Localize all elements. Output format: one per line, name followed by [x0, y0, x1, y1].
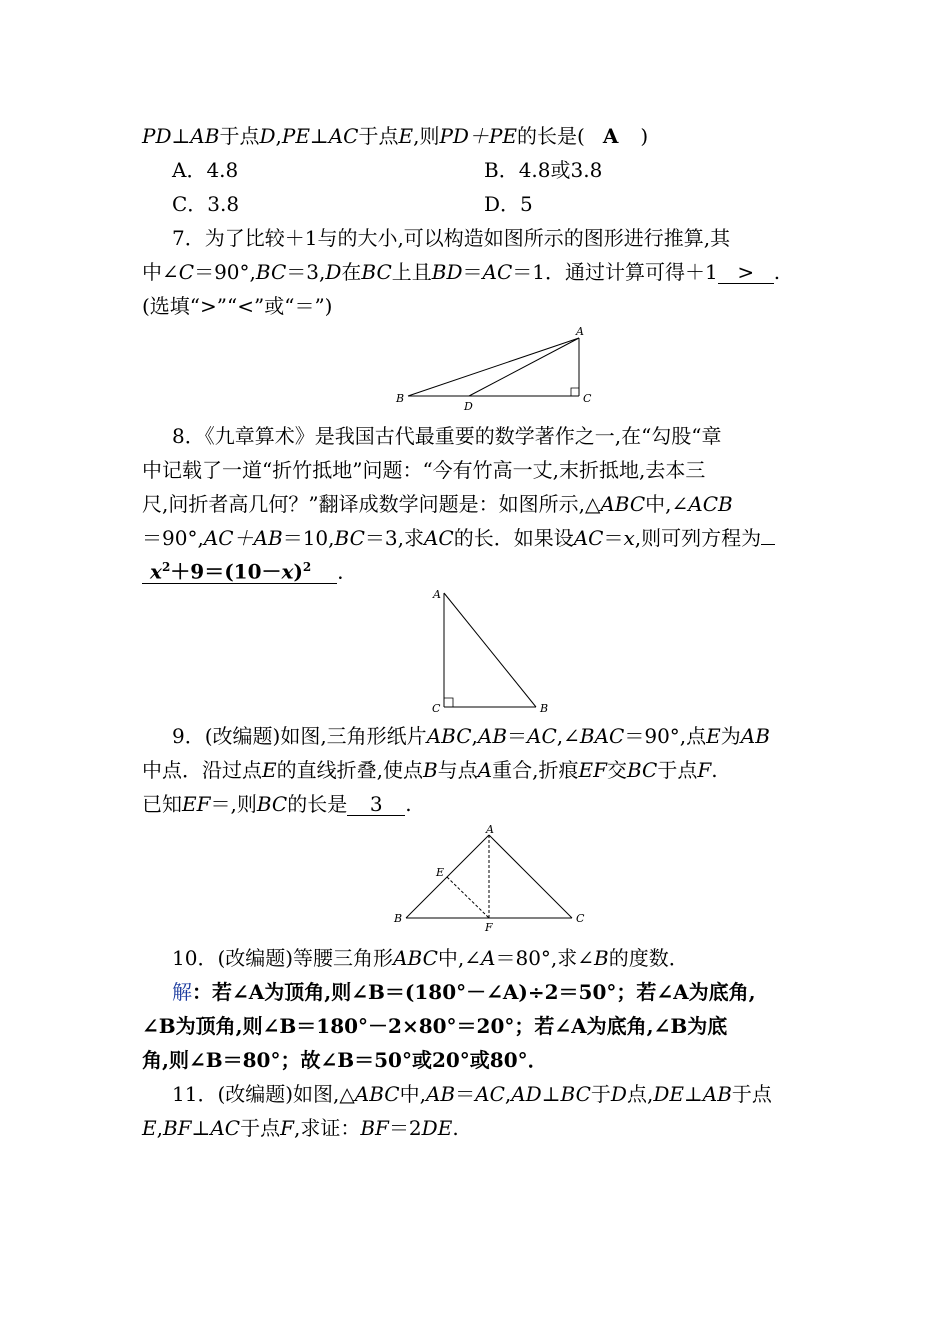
q8-text: ． — [337, 559, 358, 584]
q10-solution-line1 — [172, 978, 756, 1006]
q8-text: 中,∠ — [645, 492, 689, 516]
q7-text: ＝3, — [286, 260, 326, 284]
q8-text: ＝10, — [282, 526, 335, 550]
q8-text: AC＋AB — [203, 526, 283, 550]
q8-text: AC — [423, 526, 454, 550]
q8-text: 尺,问折者高几何？”翻译成数学问题是：如图所示,△ — [142, 492, 601, 516]
q6-text: ) — [640, 124, 649, 148]
q8-text: ABC — [600, 492, 646, 516]
point-label-c: C — [576, 912, 585, 925]
q6-text: PD＋PE — [439, 124, 518, 148]
q9-text: 中点．沿过点 — [142, 758, 262, 782]
q11-text: AC — [475, 1082, 505, 1106]
q7-text: D — [325, 260, 342, 284]
q11-text: ABC — [354, 1082, 400, 1106]
q9-text: AB — [740, 724, 770, 748]
q9-text: ,∠ — [556, 724, 580, 748]
q8-text: 的长．如果设 — [453, 526, 574, 550]
point-label-c: C — [583, 392, 592, 405]
q6-text: ,则 — [413, 124, 440, 148]
q11-text: . — [452, 1116, 459, 1140]
q8-answer-part: 2 — [302, 560, 312, 574]
q7-text: BD — [431, 260, 463, 284]
point-label-e: E — [436, 866, 445, 879]
q7-text: . — [773, 260, 781, 284]
point-label-a: A — [576, 325, 584, 338]
q8-line4 — [142, 524, 775, 552]
point-label-c: C — [432, 702, 441, 715]
segment-ab — [444, 593, 536, 707]
q11-text: , — [504, 1082, 512, 1106]
q8-text: x — [623, 526, 635, 550]
q10-text: 中,∠ — [437, 946, 482, 970]
q6-text: 的长是( — [517, 124, 585, 148]
q9-text: AB — [477, 724, 508, 748]
q9-text: ＝,则 — [210, 792, 257, 816]
point-label-b: B — [540, 702, 549, 715]
q7-text: ＝1．通过计算可得＋1 — [512, 260, 718, 284]
q10-solution-line2: ∠B为顶角,则∠B＝180°－2×80°＝20°；若∠A为底角,∠B为底 — [142, 1014, 728, 1038]
q8-text: ＝ — [603, 526, 624, 550]
q10-solution-text: ：若∠A为顶角,则∠B＝(180°－∠A)÷2＝50°；若∠A为底角, — [192, 980, 756, 1004]
q11-text: DE⊥AB — [653, 1082, 732, 1106]
q7-line2 — [142, 258, 780, 286]
q6-text: PE⊥AC — [281, 124, 359, 148]
q10-text: B — [594, 946, 609, 970]
q11-text: DE — [421, 1116, 453, 1140]
q9-text: 9．(改编题)如图,三角形纸片 — [172, 724, 427, 748]
q9-text: 重合,折痕 — [492, 758, 579, 782]
q9-text: ＝ — [507, 724, 528, 748]
q7-text: BC — [255, 260, 287, 284]
q9-line3 — [142, 790, 412, 818]
q7-text: AC — [482, 260, 513, 284]
right-angle-mark — [571, 388, 579, 396]
q9-text: 已知 — [142, 792, 182, 816]
q9-text: ABC — [426, 724, 472, 748]
q10-text: 的度数． — [608, 946, 689, 970]
q11-line2 — [142, 1114, 459, 1142]
q6-text: 于点 — [219, 124, 260, 148]
q8-answer-part: 2 — [161, 560, 171, 574]
q11-text: , — [156, 1116, 163, 1140]
point-label-a: A — [486, 823, 494, 836]
q8-answer-part: ) — [293, 559, 303, 584]
q11-text: E — [142, 1116, 157, 1140]
q8-answer-part: x — [281, 559, 294, 584]
q9-text: 的长是 — [287, 792, 348, 816]
point-label-a: A — [433, 588, 441, 601]
q9-text: 于点 — [657, 758, 698, 782]
q10-text: ＝80°,求∠ — [495, 946, 595, 970]
q11-text: AB — [425, 1082, 456, 1106]
q9-text: BAC — [579, 724, 625, 748]
q6-option-d: D．5 — [484, 192, 533, 216]
q7-text: 在 — [341, 260, 362, 284]
q7-text: 中∠ — [142, 260, 179, 284]
q11-text: F — [280, 1116, 294, 1140]
q9-text: ＝90°,点 — [624, 724, 707, 748]
q6-text: PD⊥AB — [142, 124, 220, 148]
q11-text: 于 — [590, 1082, 611, 1106]
q10-text: ABC — [393, 946, 438, 970]
point-label-f: F — [485, 921, 493, 934]
q8-line2: 中记载了一道“折竹抵地”问题：“今有竹高一丈,末折抵地,去本三 — [142, 458, 706, 482]
point-label-d: D — [464, 400, 473, 413]
q11-text: AD⊥BC — [511, 1082, 591, 1106]
q9-text: , — [471, 724, 478, 748]
point-label-b: B — [394, 912, 403, 925]
q10-solution-label: 解 — [172, 980, 192, 1004]
q8-line5 — [142, 556, 357, 586]
right-angle-mark — [444, 698, 453, 707]
q11-text: 点, — [626, 1082, 654, 1106]
q11-text: 中, — [399, 1082, 426, 1106]
segment-ef-dashed — [447, 877, 489, 918]
q6-answer: A — [602, 124, 619, 148]
point-label-b: B — [396, 392, 405, 405]
q8-answer-part: x — [150, 559, 162, 584]
q8-text: BC — [334, 526, 365, 550]
segment-ab — [408, 338, 579, 396]
q11-text: ＝2 — [388, 1116, 422, 1140]
q9-text: 为 — [720, 724, 741, 748]
q10-text: 10．(改编题)等腰三角形 — [172, 946, 394, 970]
q7-text: 上且 — [391, 260, 432, 284]
q8-answer-part: ＋9＝(10－ — [170, 559, 282, 584]
q6-stem — [142, 122, 648, 150]
q9-text: AC — [527, 724, 557, 748]
q9-text: B — [422, 758, 438, 782]
q8-figure — [428, 585, 568, 715]
q9-line2 — [142, 756, 718, 784]
q9-text: 与点 — [437, 758, 478, 782]
q7-figure — [390, 320, 610, 420]
q8-answer-blank — [142, 556, 337, 584]
q6-text: , — [275, 124, 282, 148]
q9-text: E — [706, 724, 721, 748]
q6-text: 于点 — [358, 124, 399, 148]
q11-text: 于点 — [731, 1082, 772, 1106]
q9-text: F — [697, 758, 712, 782]
q11-text: BF — [360, 1116, 389, 1140]
q9-text: BC — [256, 792, 288, 816]
q6-option-b: B．4.8或3.8 — [484, 158, 603, 182]
q10-text: A — [481, 946, 496, 970]
q7-text: C — [178, 260, 195, 284]
q9-line1 — [172, 722, 770, 750]
q8-blank-start — [761, 544, 775, 545]
q8-text: ＝3,求 — [364, 526, 424, 550]
q9-text: . — [711, 758, 718, 782]
q10-line1 — [172, 944, 689, 972]
q9-text: BC — [626, 758, 658, 782]
q6-text: E — [398, 124, 414, 148]
q9-text: A — [477, 758, 493, 782]
q6-option-c: C．3.8 — [172, 192, 240, 216]
q9-answer-blank: 3 — [347, 793, 405, 816]
q8-line1: 8．《九章算术》是我国古代最重要的数学著作之一,在“勾股“章 — [172, 424, 722, 448]
q7-text: ＝90°, — [194, 260, 256, 284]
q10-solution-line3: 角,则∠B＝80°；故∠B＝50°或20°或80°． — [142, 1048, 548, 1072]
q9-text: E — [262, 758, 277, 782]
q8-text: ACB — [688, 492, 733, 516]
q11-text: ,求证： — [294, 1116, 361, 1140]
segment-ad — [469, 338, 579, 396]
q7-text: ＝ — [462, 260, 483, 284]
q6-option-a: A．4.8 — [172, 158, 239, 182]
q11-line1 — [172, 1080, 772, 1108]
q7-text: BC — [361, 260, 392, 284]
q6-text: D — [259, 124, 276, 148]
q9-text: EF — [182, 792, 211, 816]
q11-text: 于点 — [240, 1116, 281, 1140]
q11-text: 11．(改编题)如图,△ — [172, 1082, 355, 1106]
q11-text: D — [610, 1082, 627, 1106]
q8-line3 — [142, 490, 733, 518]
q7-answer-blank: > — [718, 261, 774, 284]
q11-text: BF⊥AC — [162, 1116, 241, 1140]
q9-figure — [388, 818, 598, 936]
q8-text: ＝90°, — [142, 526, 204, 550]
q8-text: ,则可列方程为 — [634, 526, 762, 550]
q7-line1: 7．为了比较＋1与的大小,可以构造如图所示的图形进行推算,其 — [172, 226, 731, 250]
q7-line3: (选填“>”“<”或“＝”) — [142, 294, 333, 318]
q9-text: 交 — [606, 758, 627, 782]
q9-text: 的直线折叠,使点 — [276, 758, 423, 782]
q11-text: ＝ — [455, 1082, 476, 1106]
q8-text: AC — [573, 526, 604, 550]
q9-text: EF — [578, 758, 607, 782]
segment-ac — [489, 835, 572, 918]
q9-text: . — [405, 792, 412, 816]
